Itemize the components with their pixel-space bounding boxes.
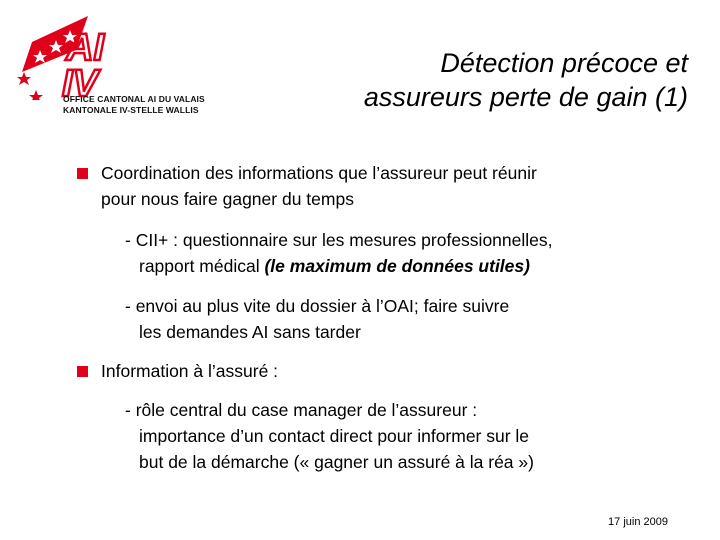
sub-1-line-2-plain: rapport médical xyxy=(139,256,265,276)
logo-letters-ai: AI xyxy=(66,27,104,69)
sub-2-line-1: - envoi au plus vite du dossier à l’OAI; faire suivre xyxy=(125,296,510,316)
logo-letters-iv: IV xyxy=(62,63,98,100)
sub-3-line-3: but de la démarche (« gagner un assuré à la réa ») xyxy=(139,452,534,472)
footer-date: 17 juin 2009 xyxy=(608,516,668,528)
logo-line-1: OFFICE CANTONAL AI DU VALAIS xyxy=(63,94,205,104)
sub-2-line-2: les demandes AI sans tarder xyxy=(139,322,361,342)
bullet-1-line-1: Coordination des informations que l’assureur peut réunir xyxy=(101,163,537,183)
bullet-2-line-1: Information à l’assuré : xyxy=(101,361,279,381)
sub-1-line-2-emphasis: (le maximum de données utiles) xyxy=(264,256,530,276)
bullet-1-line-2: pour nous faire gagner du temps xyxy=(101,189,354,209)
sub-1-line-2 xyxy=(125,253,553,279)
sub-item-role xyxy=(125,397,534,475)
bullet-square-icon xyxy=(77,366,88,377)
sub-item-cii xyxy=(125,227,553,279)
sub-1-line-1: - CII+ : questionnaire sur les mesures professionnelles, xyxy=(125,230,553,250)
bullet-coordination xyxy=(101,160,537,212)
bullet-square-icon xyxy=(77,168,88,179)
slide-title-line-1: Détection précoce et xyxy=(440,48,688,78)
slide-title-line-2: assureurs perte de gain (1) xyxy=(363,82,688,112)
sub-item-envoi xyxy=(125,293,509,345)
logo-line-2: KANTONALE IV-STELLE WALLIS xyxy=(63,105,199,115)
sub-3-line-1: - rôle central du case manager de l’assureur : xyxy=(125,400,478,420)
sub-3-line-2: importance d’un contact direct pour informer sur le xyxy=(139,426,530,446)
bullet-information xyxy=(101,358,278,384)
